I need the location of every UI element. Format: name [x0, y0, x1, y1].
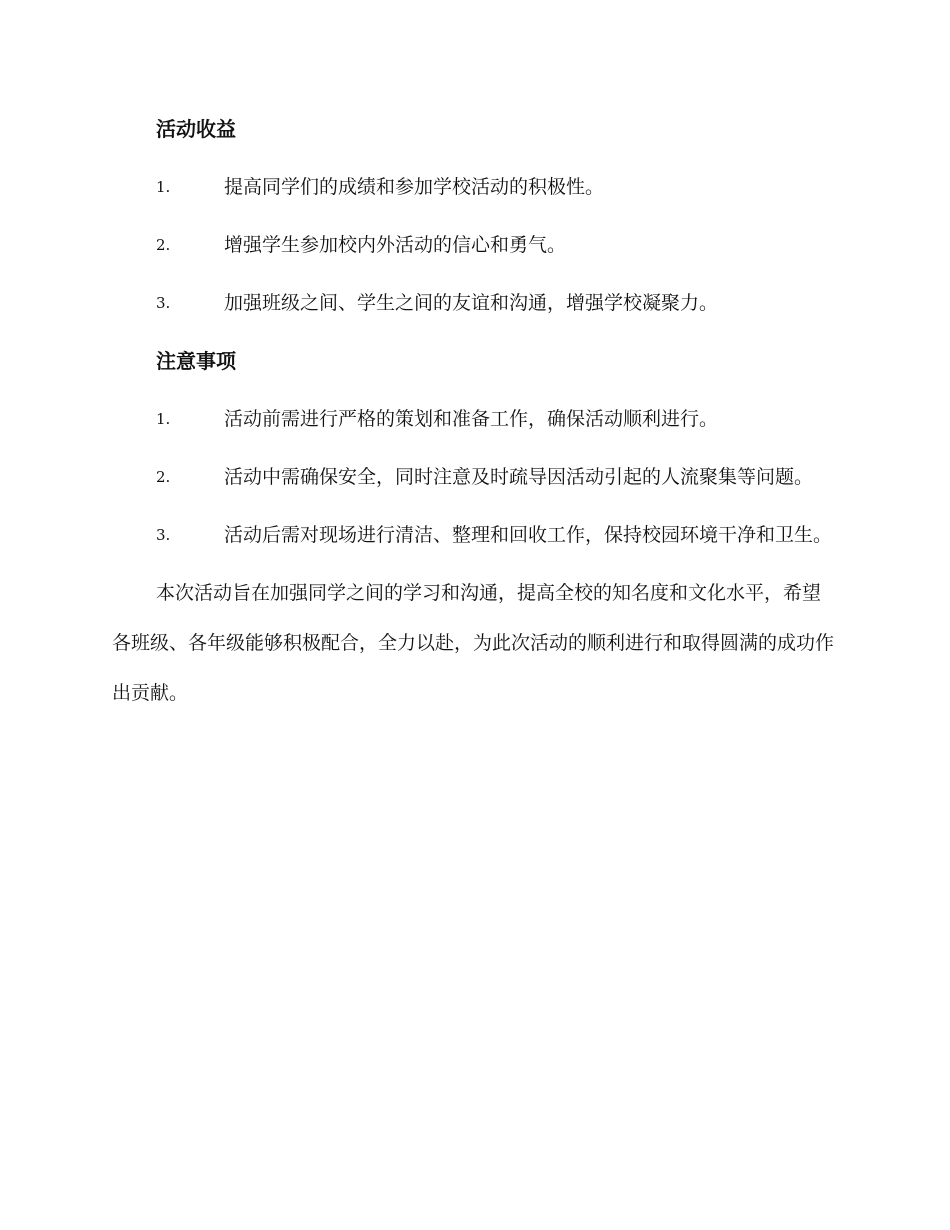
list-text: 活动中需确保安全，同时注意及时疏导因活动引起的人流聚集等问题。: [224, 466, 814, 488]
list-number: 3.: [156, 526, 171, 544]
list-text: 增强学生参加校内外活动的信心和勇气。: [224, 234, 567, 256]
list-item: [112, 284, 836, 322]
list-item: [112, 516, 836, 554]
list-item: [112, 458, 836, 496]
list-number: 2.: [156, 468, 171, 486]
document-body: [112, 110, 836, 718]
section-heading-benefits: 活动收益: [156, 117, 236, 141]
list-number: 1.: [156, 410, 171, 428]
list-text: 加强班级之间、学生之间的友谊和沟通，增强学校凝聚力。: [224, 292, 719, 314]
list-text: 活动后需对现场进行清洁、整理和回收工作，保持校园环境干净和卫生。: [224, 524, 833, 546]
list-number: 1.: [156, 178, 171, 196]
list-text: 活动前需进行严格的策划和准备工作，确保活动顺利进行。: [224, 408, 719, 430]
closing-paragraph-wrap: [112, 568, 836, 718]
list-text: 提高同学们的成绩和参加学校活动的积极性。: [224, 176, 605, 198]
list-number: 2.: [156, 236, 171, 254]
list-item: [112, 168, 836, 206]
closing-paragraph: 本次活动旨在加强同学之间的学习和沟通，提高全校的知名度和文化水平，希望各班级、各年级能够积极配合，全力以赴，为此次活动的顺利进行和取得圆满的成功作出贡献。: [112, 582, 835, 704]
list-item: [112, 226, 836, 264]
section-heading-notes: 注意事项: [156, 349, 236, 373]
list-number: 3.: [156, 294, 171, 312]
list-item: [112, 400, 836, 438]
